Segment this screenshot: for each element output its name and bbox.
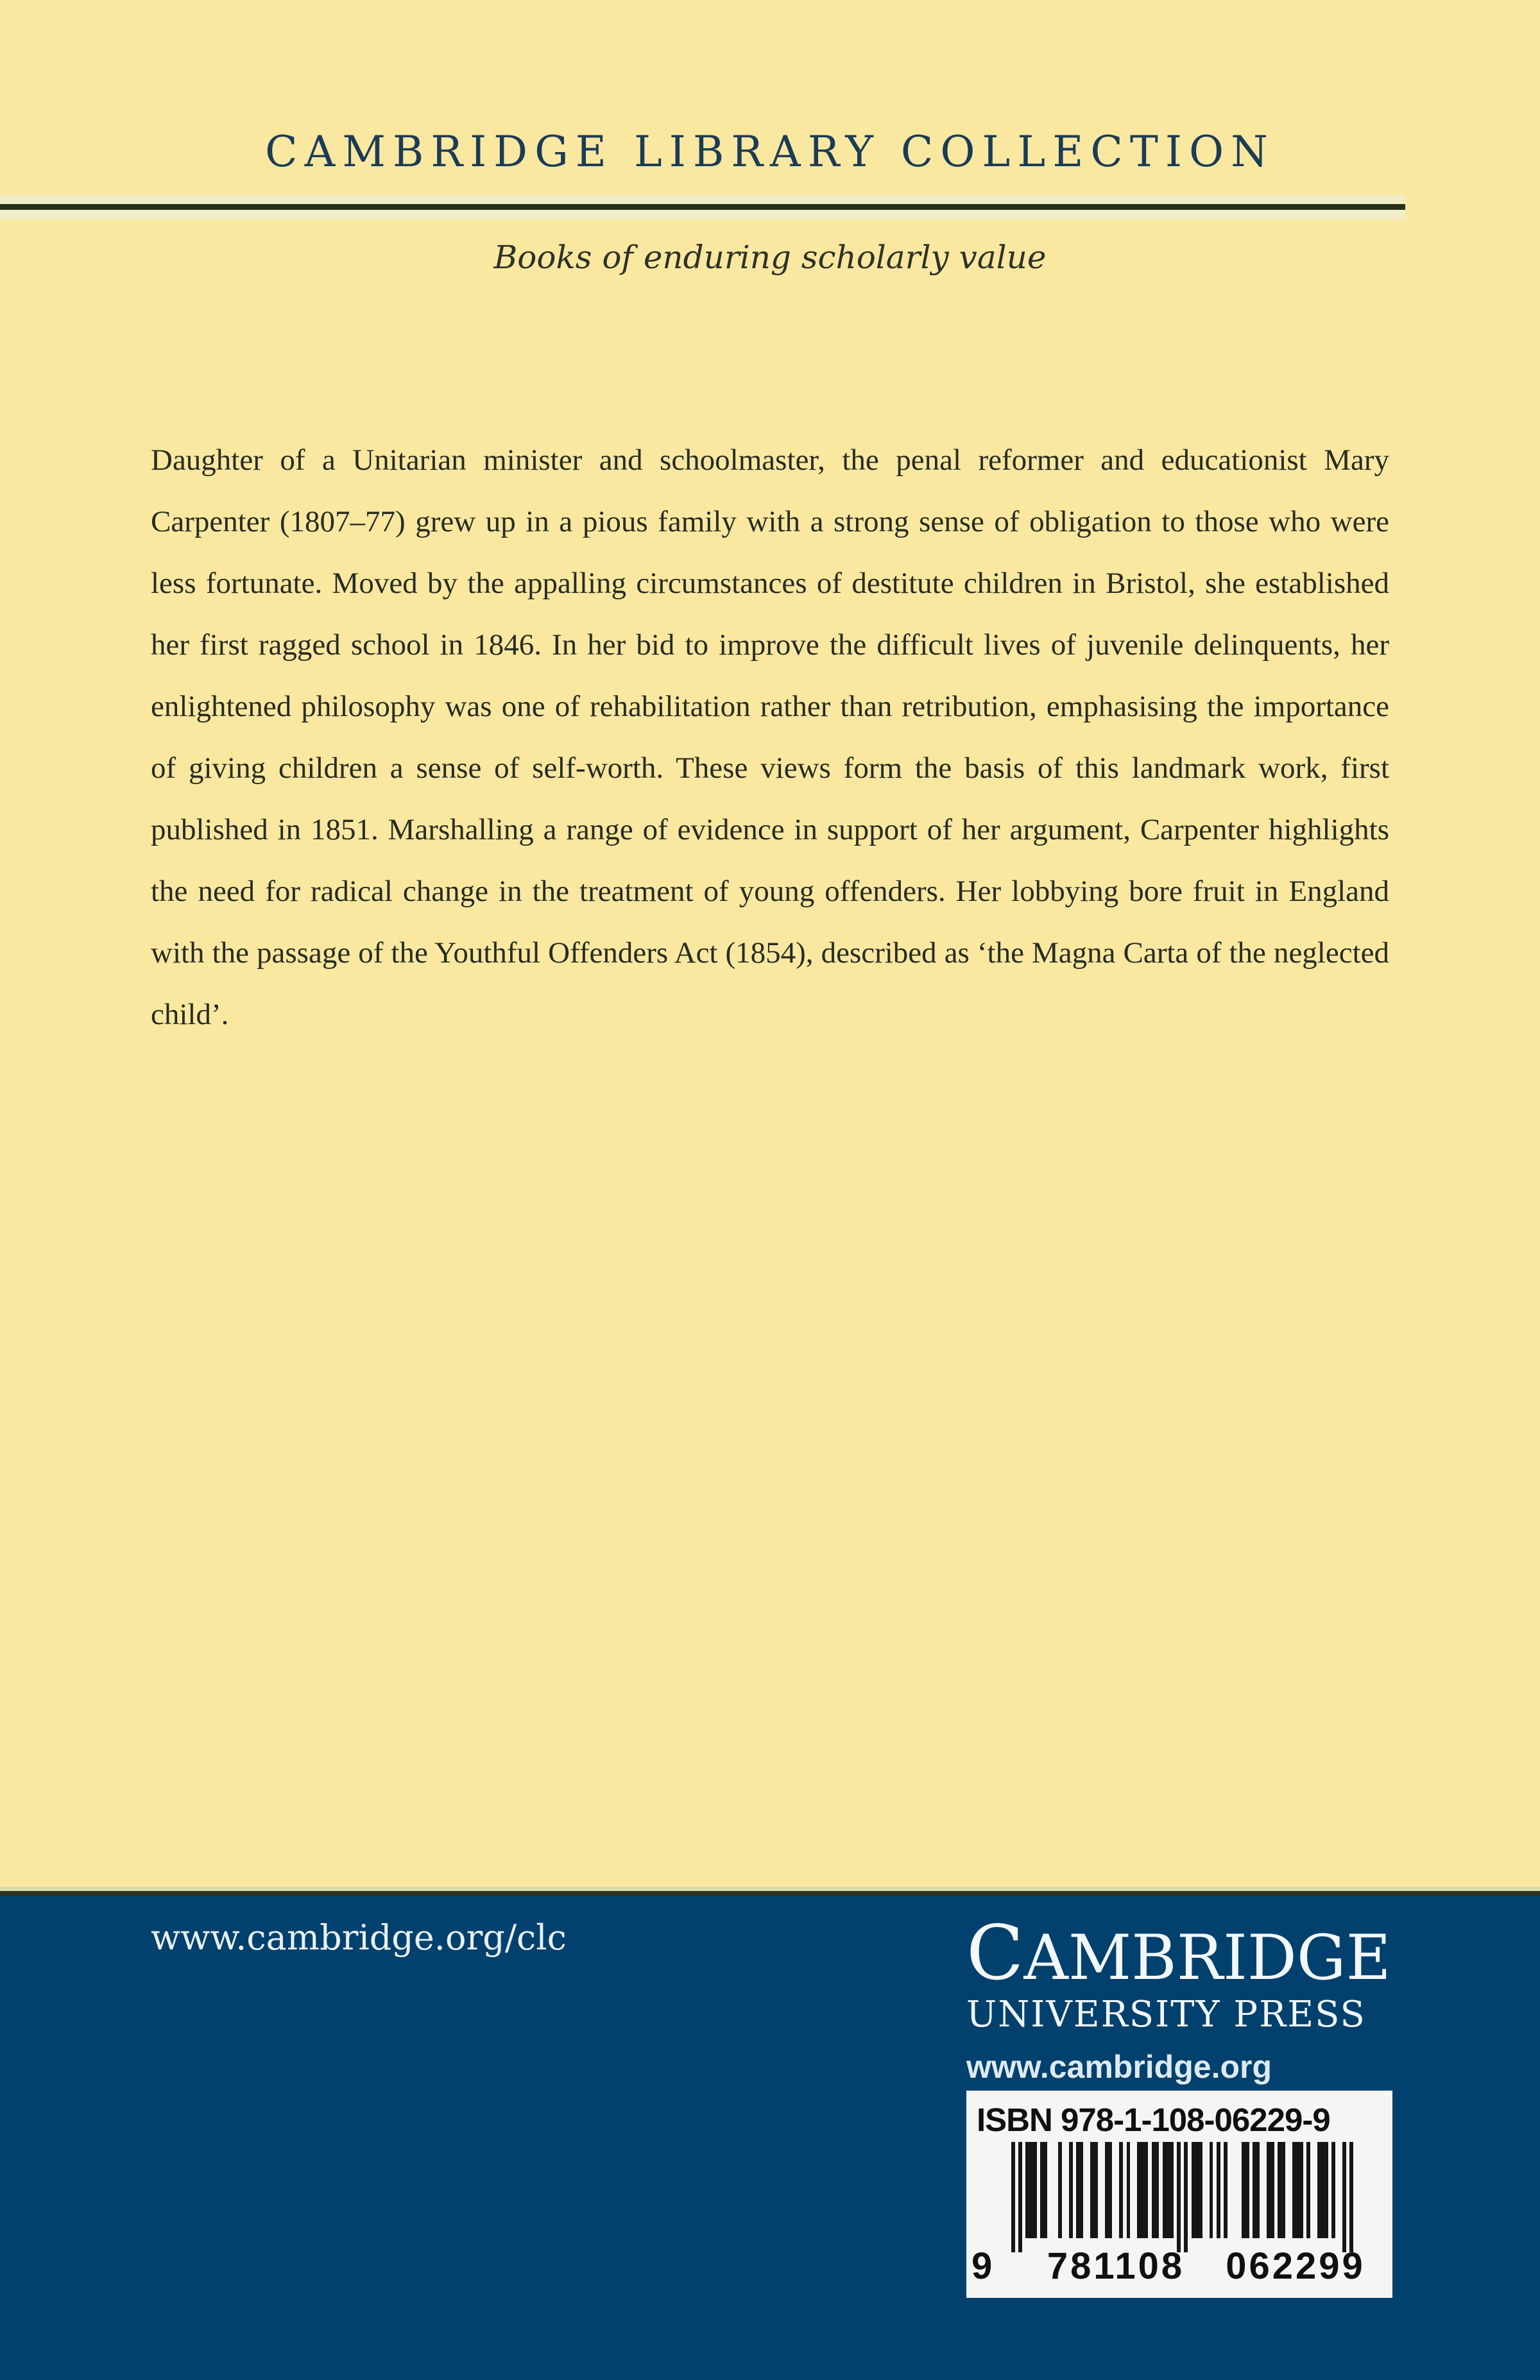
collection-title: CAMBRIDGE LIBRARY COLLECTION [265, 127, 1275, 176]
publisher-url-text: www.cambridge.org [966, 2049, 1272, 2085]
barcode-digit-group1: 781108 [1047, 2245, 1185, 2287]
book-blurb: Daughter of a Unitarian minister and schoolmaster, the penal reformer and educationist Mary Carpenter (1807–77) grew up in a pious family with a strong sense of obligation to those who were less fortunate. Moved by the appalling circumstances of destitute children in Bristol, she established her first ragged school in 1846. In her bid to improve the difficult lives of juvenile delinquents, her enlightened philosophy was one of rehabilitation rather than retribution, emphasising the importance of giving children a sense of self-worth. These views form the basis of this landmark work, first published in 1851. Marshalling a range of evidence in support of her argument, Carpenter highlights the need for radical change in the treatment of young offenders. Her lobbying bore fruit in England with the passage of the Youthful Offenders Act (1854), described as ‘the Magna Carta of the neglected child’. [151, 443, 1389, 1031]
barcode-digits-holder [966, 2091, 1392, 2298]
cambridge-wordmark: CAMBRIDGE [966, 1909, 1391, 1997]
barcode-digits [966, 2245, 1392, 2296]
collection-tagline: Books of enduring scholarly value [493, 239, 1047, 276]
university-press-text: UNIVERSITY PRESS [966, 1994, 1366, 2035]
divider-rule [0, 195, 1405, 219]
divider-rule-line [0, 204, 1405, 210]
isbn-label: ISBN 978-1-108-06229-9 [977, 2102, 1330, 2138]
isbn-panel [966, 2091, 1392, 2298]
band-separator-highlight [0, 1887, 1540, 1891]
barcode-digit-lead: 9 [971, 2245, 993, 2287]
publisher-logo [966, 1896, 1394, 2083]
band-separator-line [0, 1891, 1540, 1896]
clc-url-text: www.cambridge.org/clc [151, 1917, 567, 1958]
barcode-digit-group2: 062299 [1226, 2245, 1365, 2287]
